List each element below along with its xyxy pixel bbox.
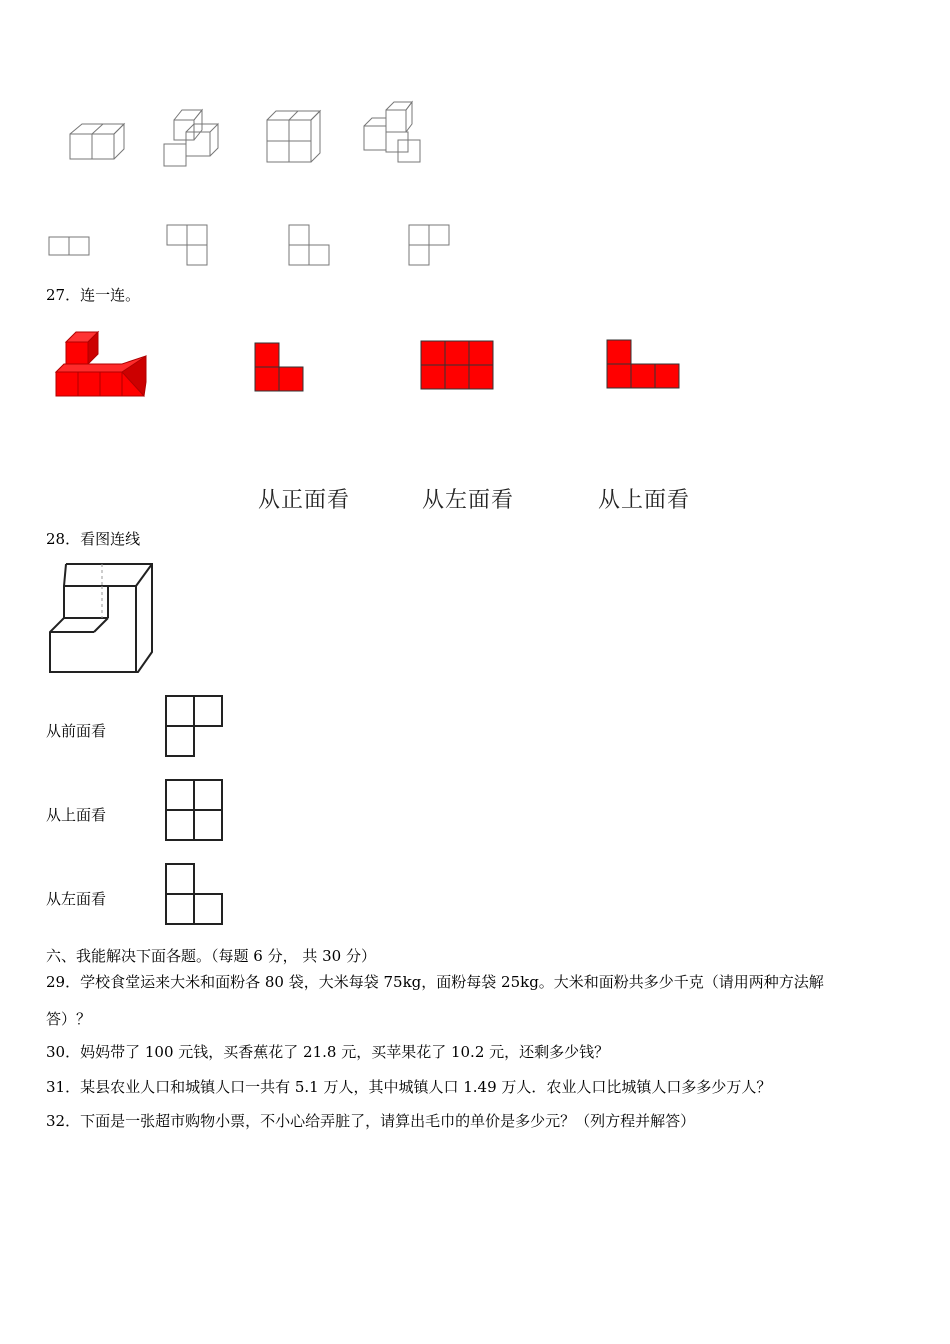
grid-view-front: [164, 694, 226, 760]
red-view-l-shape: [254, 342, 306, 394]
view-figure-1: [48, 236, 92, 258]
view-figure-3: [288, 224, 332, 268]
cube-3d-figure: [46, 562, 158, 676]
label-left-view: 从左面看: [422, 488, 515, 513]
label-top-view: 从上面看: [598, 488, 691, 513]
question-29-line-2: 答）？: [46, 1010, 92, 1028]
label-view-front: 从前面看: [46, 722, 107, 740]
red-cube-stack: [54, 326, 150, 400]
cube-figure-4: [358, 100, 428, 166]
label-view-top: 从上面看: [46, 806, 107, 824]
question-27-title: 27．连一连。: [46, 286, 141, 304]
red-view-grid: [420, 340, 496, 392]
question-28-title: 28．看图连线: [46, 530, 141, 548]
section-6-heading: 六、我能解决下面各题。（每题 6 分， 共 30 分）: [46, 947, 376, 965]
cube-figure-3: [264, 108, 324, 166]
view-figure-4: [408, 224, 452, 268]
question-32: 32．下面是一张超市购物小票，不小心给弄脏了，请算出毛巾的单价是多少元？（列方程并解答）: [46, 1112, 696, 1130]
question-29-line-1: 29．学校食堂运来大米和面粉各 80 袋，大米每袋 75kg，面粉每袋 25kg。大米和面粉共多少千克（请用两种方法解: [46, 973, 824, 991]
view-figure-2: [166, 224, 210, 268]
question-31: 31．某县农业人口和城镇人口一共有 5.1 万人，其中城镇人口 1.49 万人．农业人口比城镇人口多多少万人？: [46, 1078, 772, 1096]
cube-figure-2: [162, 104, 228, 168]
label-view-left: 从左面看: [46, 890, 107, 908]
grid-view-top: [164, 778, 228, 844]
question-30: 30．妈妈带了 100 元钱，买香蕉花了 21.8 元，买苹果花了 10.2 元，还剩多少钱？: [46, 1043, 610, 1061]
grid-view-left: [164, 862, 228, 928]
red-view-long-l: [606, 339, 682, 391]
label-front-view: 从正面看: [258, 488, 351, 513]
cube-figure-1: [66, 120, 126, 165]
